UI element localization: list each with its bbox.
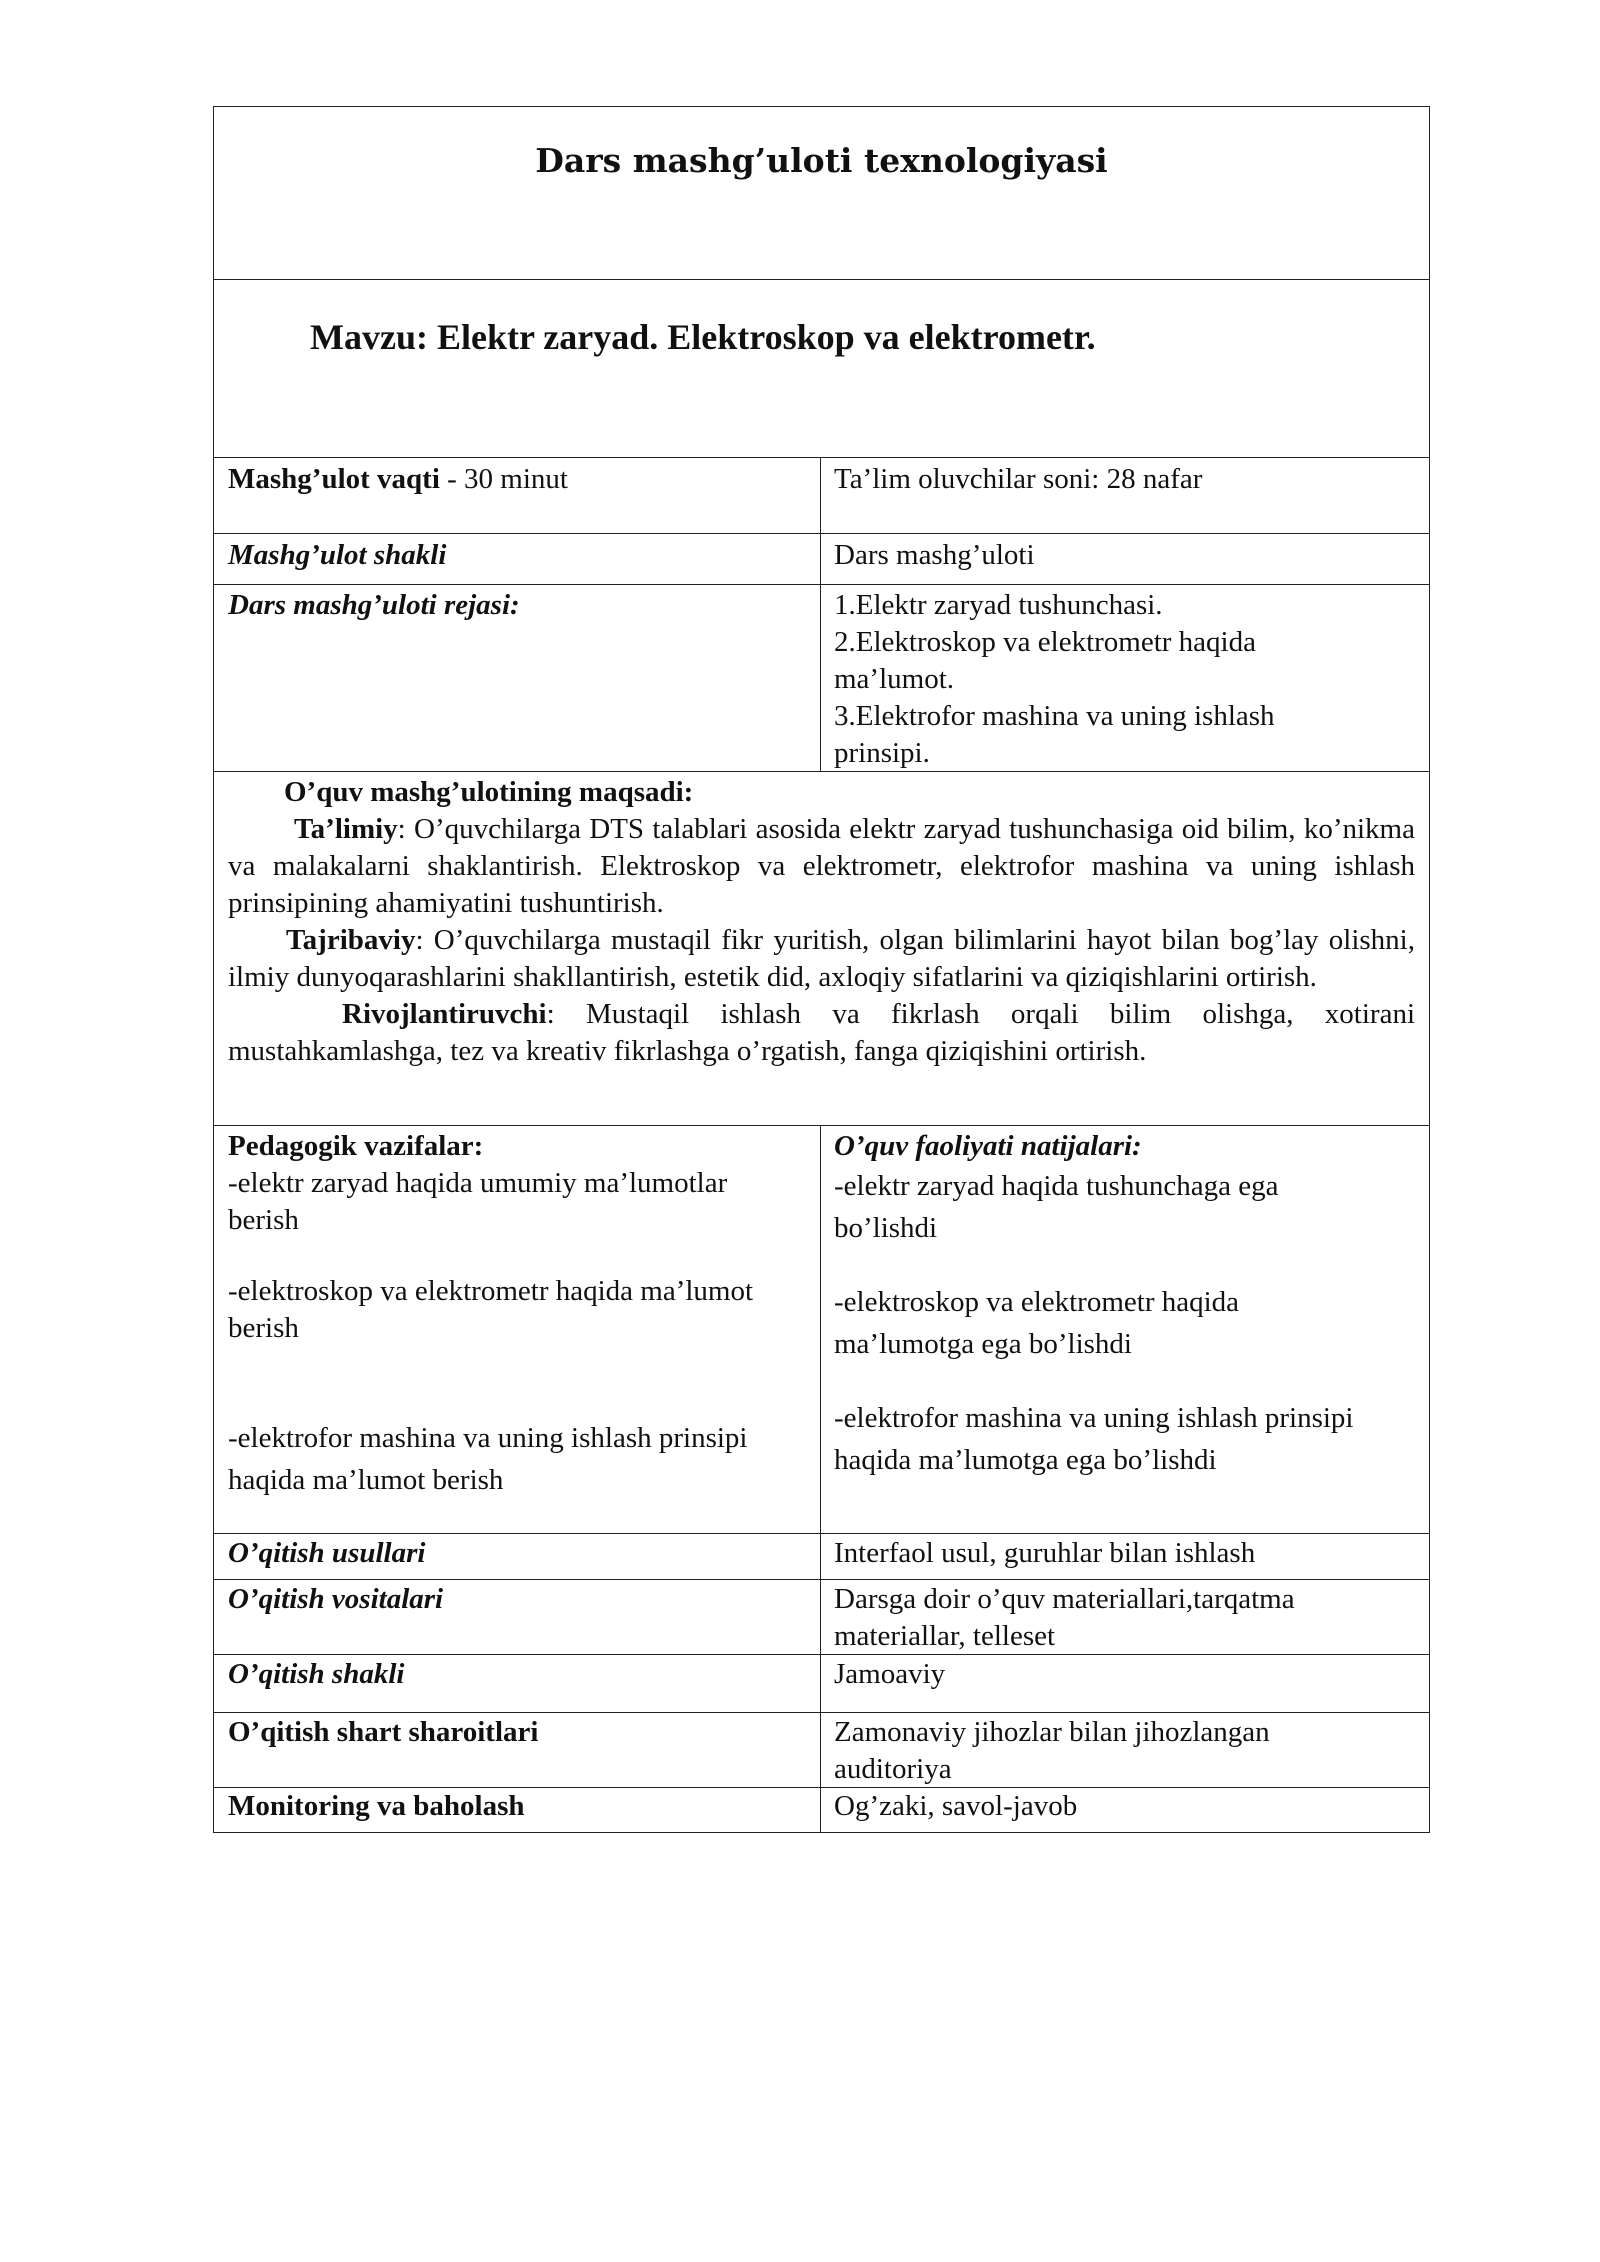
outcome-item: -elektr zaryad haqida tushunchaga ega bo’lishdi	[834, 1170, 1279, 1244]
outcome-item: -elektroskop va elektrometr haqida ma’lumotga ega bo’lishdi	[834, 1286, 1240, 1360]
outcome-item: -elektrofor mashina va uning ishlash prinsipi haqida ma’lumotga ega bo’lishdi	[834, 1402, 1354, 1476]
document-title: Dars mashg’uloti texnologiyasi	[535, 141, 1108, 180]
task-item: -elektrofor mashina va uning ishlash prinsipi haqida ma’lumot berish	[228, 1422, 748, 1496]
detail-label: O’qitish vositalari	[228, 1583, 444, 1615]
form-value: Dars mashg’uloti	[834, 539, 1035, 571]
form-label: Mashg’ulot shakli	[228, 539, 447, 571]
goals-block	[228, 774, 1415, 1070]
plan-item: 3.Elektrofor mashina va uning ishlash prinsipi.	[834, 700, 1275, 769]
detail-row	[214, 1579, 1429, 1654]
talimiy-text: : O’quvchilarga DTS talablari asosida elektr zaryad tushunchasiga oid bilim, ko’nikma va malakalarni shaklantirish. Elektroskop va elektrometr, elektrofor mashina va uning ishlash prinsipining ahamiyatini tushuntirish.	[228, 813, 1415, 919]
detail-value: Darsga doir o’quv materiallari,tarqatma materiallar, telleset	[834, 1583, 1295, 1652]
detail-row	[214, 1654, 1429, 1712]
learning-outcomes	[834, 1128, 1424, 1481]
detail-row	[214, 1787, 1429, 1832]
tasks-heading: Pedagogik vazifalar:	[228, 1130, 484, 1162]
rivojlantiruvchi-label: Rivojlantiruvchi	[342, 998, 547, 1030]
detail-value: Zamonaviy jihozlar bilan jihozlangan auditoriya	[834, 1716, 1270, 1785]
detail-label: O’qitish shart sharoitlari	[228, 1716, 539, 1748]
talimiy-label: Ta’limiy	[294, 813, 398, 845]
time-value: - 30 minut	[439, 463, 568, 495]
plan-item: 1.Elektr zaryad tushunchasi.	[834, 589, 1163, 621]
time-label: Mashg’ulot vaqti	[228, 463, 440, 495]
detail-label: O’qitish usullari	[228, 1537, 426, 1569]
detail-value: Og’zaki, savol-javob	[834, 1790, 1078, 1822]
time-row	[214, 457, 1429, 533]
title-row	[214, 107, 1429, 279]
topic-row	[214, 279, 1429, 457]
plan-list	[834, 587, 1354, 772]
goals-heading: O’quv mashg’ulotining maqsadi:	[284, 776, 694, 808]
detail-value: Jamoaviy	[834, 1658, 946, 1690]
goals-row	[214, 771, 1429, 1125]
tajribaviy-text: : O’quvchilarga mustaqil fikr yuritish, olgan bilimlarini hayot bilan bog’lay olishni, ilmiy dunyoqarashlarini shakllantirish, estetik did, axloqiy sifatlarini va qiziqishlarini ortirish.	[228, 924, 1415, 993]
tajribaviy-label: Tajribaviy	[286, 924, 416, 956]
students-count: Ta’lim oluvchilar soni: 28 nafar	[834, 463, 1203, 495]
detail-row	[214, 1712, 1429, 1787]
form-row	[214, 533, 1429, 584]
task-item: -elektr zaryad haqida umumiy ma’lumotlar berish	[228, 1167, 728, 1236]
detail-row	[214, 1533, 1429, 1579]
pedagogical-tasks	[228, 1128, 798, 1501]
plan-item: 2.Elektroskop va elektrometr haqida ma’lumot.	[834, 626, 1256, 695]
tasks-row	[214, 1125, 1429, 1533]
detail-value: Interfaol usul, guruhlar bilan ishlash	[834, 1537, 1256, 1569]
task-item: -elektroskop va elektrometr haqida ma’lumot berish	[228, 1275, 754, 1344]
plan-row	[214, 584, 1429, 771]
detail-label: O’qitish shakli	[228, 1658, 405, 1690]
rivojlantiruvchi-text: : Mustaqil ishlash va fikrlash orqali bilim olishga, xotirani mustahkamlashga, tez va kreativ fikrlashga o’rgatish, fanga qiziqishini ortirish.	[228, 998, 1415, 1067]
lesson-table	[213, 106, 1430, 1833]
outcomes-heading: O’quv faoliyati natijalari:	[834, 1130, 1142, 1162]
time-cell	[228, 461, 808, 498]
lesson-topic: Mavzu: Elektr zaryad. Elektroskop va elektrometr.	[310, 317, 1096, 357]
detail-label: Monitoring va baholash	[228, 1790, 525, 1822]
plan-label: Dars mashg’uloti rejasi:	[228, 589, 520, 621]
